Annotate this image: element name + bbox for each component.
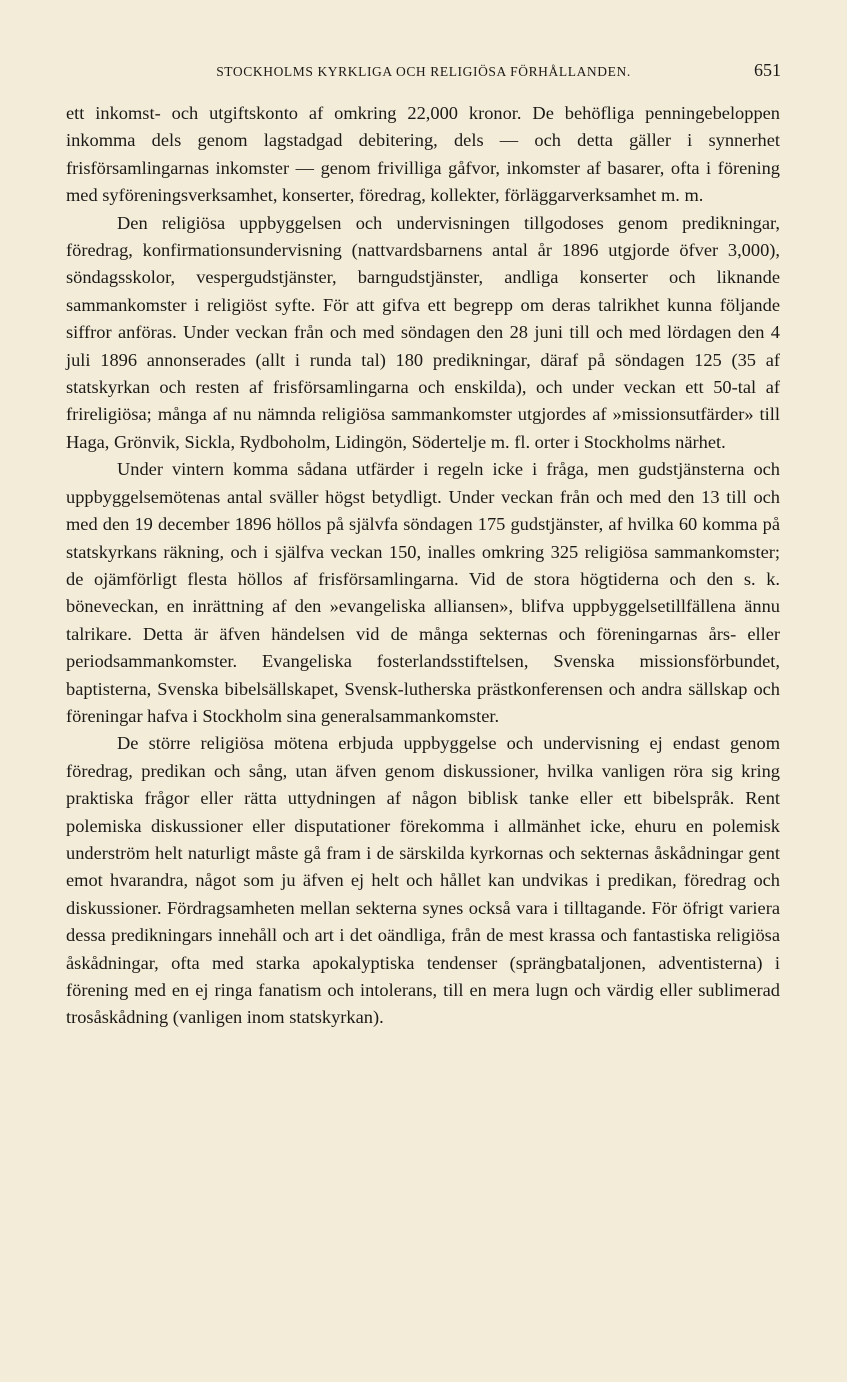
paragraph-3: Under vintern komma sådana utfärder i regeln icke i fråga, men gudstjänsterna och uppbyggelsemötenas antal sväller högst betydligt. Under veckan från och med den 13 till och med den 19 december 1896 höllos på självfa söndagen 175 gudstjänster, af hvilka 60 komma på statskyrkans räkning, och i själfva veckan 150, inalles omkring 325 religiösa sammankomster; de ojämförligt flesta höllos af frisförsamlingarna. Vid de stora högtiderna och den s. k. böneveckan, en inrättning af den »evangeliska alliansen», blifva uppbyggelsetillfällena ännu talrikare. Detta är äfven händelsen vid de många sekternas och föreningarnas års- eller periodsammankomster. Evangeliska fosterlandsstiftelsen, Svenska missionsförbundet, baptisterna, Svenska bibelsällskapet, Svensk-lutherska prästkonferensen och andra sällskap och föreningar hafva i Stockholm sina generalsammankomster. (66, 459, 780, 726)
page-header (66, 60, 781, 90)
body-text (66, 100, 780, 1032)
paragraph-1: ett inkomst- och utgiftskonto af omkring 22,000 kronor. De behöfliga penningebeloppen inkomma dels genom lagstadgad debitering, dels — och detta gäller i synnerhet frisförsamlingarnas inkomster — genom frivilliga gåfvor, inkomster af basarer, ofta i förening med syföreningsverksamhet, konserter, föredrag, kollekter, förläggarverksamhet m. m. (66, 103, 780, 206)
paragraph-2: Den religiösa uppbyggelsen och undervisningen tillgodoses genom predikningar, föredrag, konfirmationsundervisning (nattvardsbarnens antal år 1896 utgjorde öfver 3,000), söndagsskolor, vespergudstjänster, barngudstjänster, andliga konserter och liknande sammankomster i religiöst syfte. För att gifva ett begrepp om deras talrikhet kunna följande siffror anföras. Under veckan från och med söndagen den 28 juni till och med lördagen den 4 juli 1896 annonserades (allt i runda tal) 180 predikningar, däraf på söndagen 125 (35 af statskyrkan och resten af frisförsamlingarna och enskilda), och under veckan ett 50-tal af frireligiösa; många af nu nämnda religiösa sammankomster utgjordes af »missionsutfärder» till Haga, Grönvik, Sickla, Rydboholm, Lidingön, Södertelje m. fl. orter i Stockholms närhet. (66, 212, 780, 452)
paragraph-4: De större religiösa mötena erbjuda uppbyggelse och undervisning ej endast genom föredrag, predikan och sång, utan äfven genom diskussioner, hvilka vanligen röra sig kring praktiska frågor eller rätta uttydningen af någon biblisk tanke eller ett bibelspråk. Rent polemiska diskussioner eller disputationer förekomma i allmänhet icke, ehuru en polemisk underström helt naturligt måste gå fram i de särskilda kyrkornas och sekternas åskådningar gent emot hvarandra, något som ju äfven ej helt och hållet kan undvikas i predikan, föredrag och diskussioner. Fördragsamheten mellan sekterna synes också vara i tilltagande. För öfrigt variera dessa predikningars innehåll och art i det oändliga, från de mest krassa och fantastiska religiösa åskådningar, ofta med starka apokalyptiska tendenser (sprängbataljonen, adventisterna) i förening med en ej ringa fanatism och intolerans, till en mera lugn och värdig eller sublimerad trosåskådning (vanligen inom statskyrkan). (66, 733, 780, 1028)
running-title: STOCKHOLMS KYRKLIGA OCH RELIGIÖSA FÖRHÅLLANDEN. (216, 64, 631, 79)
page-number: 651 (754, 60, 781, 80)
